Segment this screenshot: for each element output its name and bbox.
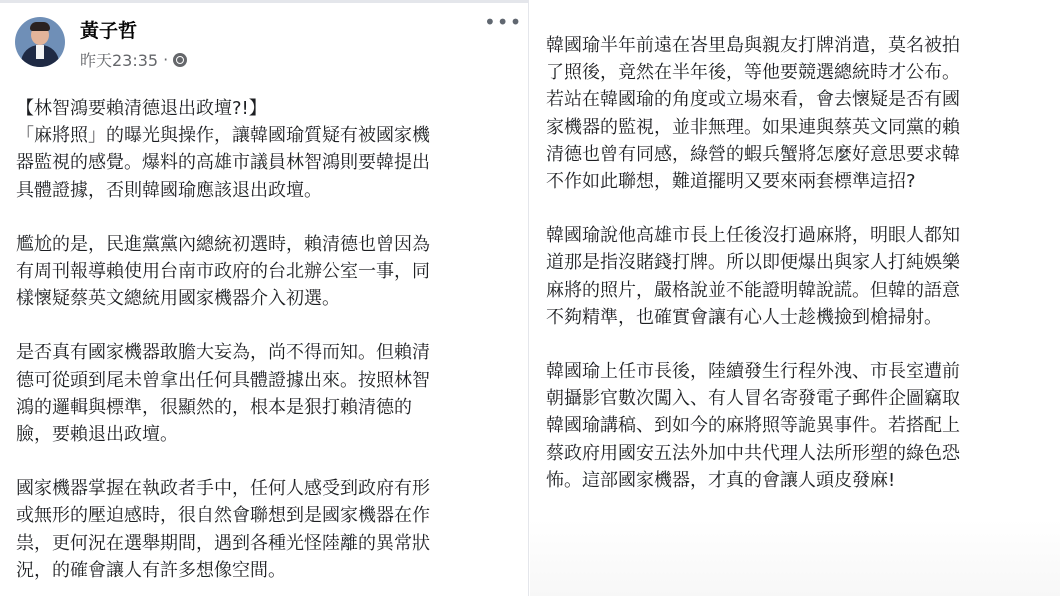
paragraph: 韓國瑜半年前遠在峇里島與親友打牌消遣，莫名被拍 了照後，竟然在半年後，等他要競選總統時才公布。 若站在韓國瑜的角度或立場來看，會去懷疑是否有國 家機器的監視，並非無理。如果連與蔡英文同黨的賴 清德也曾有同感，綠營的蝦兵蟹將怎麼好意思要求韓 不作如此聯想，難道擺明又要來兩套標準這招? [546, 35, 960, 193]
globe-icon [173, 53, 187, 67]
paragraph: 尷尬的是，民進黨黨內總統初選時，賴清德也曾因為 有周刊報導賴使用台南市政府的台北辦公室一事，同 樣懷疑蔡英文總統用國家機器介入初選。 [16, 233, 430, 310]
post-meta [80, 48, 187, 71]
author-avatar[interactable] [15, 17, 65, 67]
top-divider [0, 0, 528, 3]
right-post-panel [530, 0, 1060, 596]
bottom-fade [530, 520, 1060, 596]
post-body-right [546, 32, 1046, 494]
more-options-icon[interactable]: ••• [484, 10, 523, 34]
post-timestamp[interactable]: 昨天23:35 [80, 51, 159, 70]
meta-separator: · [163, 50, 169, 69]
paragraph: 韓國瑜說他高雄市長上任後沒打過麻將，明眼人都知 道那是指沒賭錢打牌。所以即便爆出與家人打純娛樂 麻將的照片，嚴格說並不能證明韓說謊。但韓的語意 不夠精準，也確實會讓有心人士趁機撿到槍掃射。 [546, 225, 960, 328]
paragraph: 韓國瑜上任市長後，陸續發生行程外洩、市長室遭前 朝攝影官數次闖入、有人冒名寄發電子郵件企圖竊取 韓國瑜講稿、到如今的麻將照等詭異事件。若搭配上 蔡政府用國安五法外加中共代理人法所形塑的綠色恐 怖。這部國家機器，才真的會讓人頭皮發麻! [546, 361, 960, 491]
author-name[interactable]: 黃子哲 [80, 20, 138, 42]
paragraph: 【林智鴻要賴清德退出政壇?!】 「麻將照」的曝光與操作，讓韓國瑜質疑有被國家機 器監視的感覺。爆料的高雄市議員林智鴻則要韓提出 具體證據，否則韓國瑜應該退出政壇。 [16, 98, 430, 201]
left-post-panel [0, 0, 529, 596]
post-body-left [16, 95, 516, 584]
paragraph: 是否真有國家機器敢膽大妄為，尚不得而知。但賴清 德可從頭到尾未曾拿出任何具體證據出來。按照林智 鴻的邏輯與標準，很顯然的，根本是狠打賴清德的 臉，要賴退出政壇。 [16, 342, 430, 446]
paragraph: 國家機器掌握在執政者手中，任何人感受到政府有形 或無形的壓迫感時，很自然會聯想到是國家機器在作 祟，更何況在選舉期間，遇到各種光怪陸離的異常狀 況，的確會讓人有許多想像空間。 [16, 478, 430, 581]
